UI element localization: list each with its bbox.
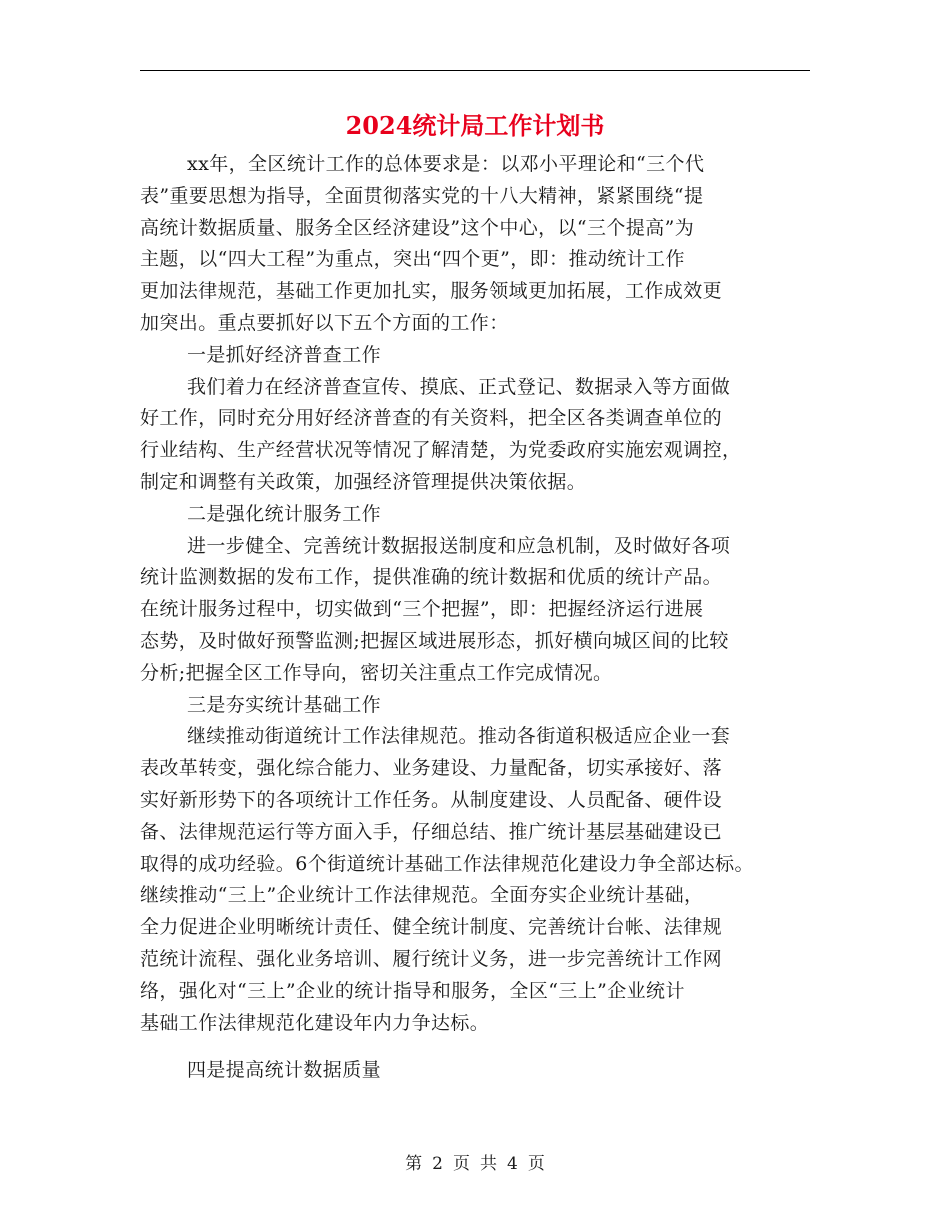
paragraph-gap [140,1039,810,1055]
footer-total-pages: 4 [507,1154,518,1174]
document-title: 2024统计局工作计划书 [345,111,605,140]
paragraph-line: 备、法律规范运行等方面入手，仔细总结、推广统计基层基础建设已 [140,820,723,843]
paragraph-line: 统计监测数据的发布工作，提供准确的统计数据和优质的统计产品。 [140,566,723,589]
footer-current-page: 2 [432,1154,443,1174]
paragraph-line: 分析;把握全区工作导向，密切关注重点工作完成情况。 [140,661,613,684]
paragraph-line: xx年，全区统计工作的总体要求是：以邓小平理论和“三个代 [187,153,705,175]
footer-total-prefix: 共 [480,1154,497,1174]
paragraph-line: 主题，以“四大工程”为重点，突出“四个更”，即：推动统计工作 [140,248,685,271]
header-rule [140,70,810,71]
document-body [140,149,810,1087]
paragraph-line: 高统计数据质量、服务全区经济建设”这个中心，以“三个提高”为 [140,216,695,239]
paragraph-line: 继续推动“三上”企业统计工作法律规范。全面夯实企业统计基础， [140,884,704,907]
page-footer [0,1152,950,1176]
paragraph-line: 表改革转变，强化综合能力、业务建设、力量配备，切实承接好、落 [140,757,723,780]
paragraph-line: 表”重要思想为指导，全面贯彻落实党的十八大精神，紧紧围绕“提 [140,184,704,207]
paragraph-line: 继续推动街道统计工作法律规范。推动各街道积极适应企业一套 [187,725,731,748]
footer-prefix: 第 [405,1154,423,1174]
paragraph-line: 全力促进企业明晰统计责任、健全统计制度、完善统计台帐、法律规 [140,916,723,939]
paragraph-line: 行业结构、生产经营状况等情况了解清楚，为党委政府实施宏观调控， [140,439,742,462]
footer-page-suffix: 页 [527,1154,545,1174]
footer-page-word: 页 [453,1154,470,1174]
paragraph-line: 更加法律规范，基础工作更加扎实，服务领域更加拓展，工作成效更 [140,280,723,303]
section-heading: 二是强化统计服务工作 [187,502,382,525]
section-heading: 一是抓好经济普查工作 [187,343,382,366]
paragraph-line: 态势，及时做好预警监测;把握区域进展形态，抓好横向城区间的比较 [140,629,729,652]
paragraph-line: 加突出。重点要抓好以下五个方面的工作： [140,311,509,334]
section-heading: 四是提高统计数据质量 [187,1059,382,1082]
paragraph-line: 基础工作法律规范化建设年内力争达标。 [140,1011,490,1034]
paragraph-line: 范统计流程、强化业务培训、履行统计义务，进一步完善统计工作网 [140,947,723,970]
paragraph-line: 取得的成功经验。6个街道统计基础工作法律规范化建设力争全部达标。 [140,852,754,875]
paragraph-line: 我们着力在经济普查宣传、摸底、正式登记、数据录入等方面做 [187,375,731,398]
paragraph-line: 实好新形势下的各项统计工作任务。从制度建设、人员配备、硬件设 [140,788,723,811]
paragraph-line: 制定和调整有关政策，加强经济管理提供决策依据。 [140,470,587,493]
paragraph-line: 进一步健全、完善统计数据报送制度和应急机制，及时做好各项 [187,534,731,557]
paragraph-line: 络，强化对“三上”企业的统计指导和服务，全区“三上”企业统计 [140,979,685,1002]
section-heading: 三是夯实统计基础工作 [187,693,382,716]
paragraph-line: 好工作，同时充分用好经济普查的有关资料，把全区各类调查单位的 [140,407,723,430]
paragraph-line: 在统计服务过程中，切实做到“三个把握”，即：把握经济运行进展 [140,598,704,621]
